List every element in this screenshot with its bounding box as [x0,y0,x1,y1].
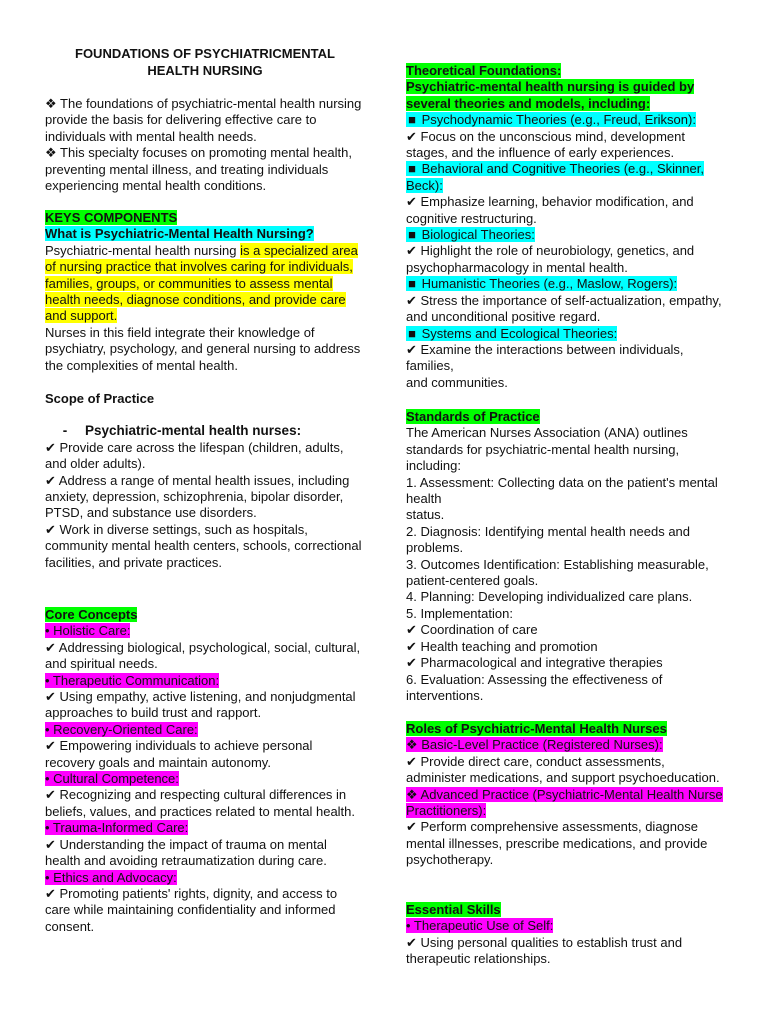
theory-label-text: Systems and Ecological Theories: [421,325,618,341]
theory-item-text: ✔ Emphasize learning, behavior modification, and cognitive restructuring. [406,194,694,226]
core-item-label: • Trauma-Informed Care: [45,820,189,836]
scope-subheading [45,423,365,439]
theory-tail: and communities. [406,374,508,390]
standard-4: 4. Planning: Developing individualized care plans. [406,589,693,605]
scope-section [45,391,365,571]
theory-heading: Theoretical Foundations: [406,63,562,78]
standards-heading: Standards of Practice [406,409,540,424]
scope-subheading-text: Psychiatric-mental health nurses: [85,423,302,439]
roles-heading: Roles of Psychiatric-Mental Health Nurses [406,721,667,736]
roles-advanced-text: ✔ Perform comprehensive assessments, diagnose mental illnesses, prescribe medications, and provide psychotherapy. [406,819,708,868]
square-bullet-icon: ■ [408,325,416,341]
core-heading: Core Concepts [45,607,138,622]
theory-item-text: ✔ Stress the importance of self-actualization, empathy, and unconditional positive regard. [406,292,722,325]
keys-paragraph-2 [45,325,365,374]
core-item-text: ✔ Understanding the impact of trauma on mental health and avoiding retraumatization during care. [45,836,327,869]
standards-section [406,409,724,704]
standard-1: 1. Assessment: Collecting data on the patient's mental health [406,474,718,507]
theory-item-label [406,227,724,243]
theory-item-label [406,161,724,194]
theory-item-label [406,326,724,342]
core-item-text: ✔ Using empathy, active listening, and nonjudgmental approaches to build trust and rapport. [45,689,356,721]
title-line-2: HEALTH NURSING [147,62,263,78]
intro-paragraph-1: ❖ The foundations of psychiatric-mental health nursing provide the basis for delivering effective care to individuals with mental health needs. [45,96,362,144]
core-item-text: ✔ Recognizing and respecting cultural differences in beliefs, values, and practices related to mental health. [45,787,356,819]
keys-p2-text: Nurses in this field integrate their knowledge of psychiatry, psychology, and general nursing to address the complexities of mental health. [45,324,361,373]
theory-item-label [406,276,724,292]
roles-section [406,721,724,869]
keys-paragraph-1 [45,243,365,325]
theory-item-text: ✔ Focus on the unconscious mind, development stages, and the influence of early experiences. [406,128,685,161]
title-line-1: FOUNDATIONS OF PSYCHIATRICMENTAL [75,46,335,61]
core-item-text: ✔ Empowering individuals to achieve personal recovery goals and maintain autonomy. [45,738,313,770]
keys-question: What is Psychiatric-Mental Health Nursing? [45,226,314,242]
standard-3: 3. Outcomes Identification: Establishing measurable, patient-centered goals. [406,556,709,589]
square-bullet-icon: ■ [408,112,416,128]
skills-text: ✔ Using personal qualities to establish trust and therapeutic relationships. [406,934,683,967]
standard-1-cont: status. [406,507,445,523]
keys-heading: KEYS COMPONENTS [45,210,178,225]
core-item-label: • Cultural Competence: [45,771,179,787]
scope-heading: Scope of Practice [45,391,155,406]
square-bullet-icon: ■ [408,227,416,243]
keys-p1-highlight: is a specialized area of nursing practice that involves caring for individuals, families, groups, or communities to assess mental health needs, diagnose conditions, and provide care and support. [45,242,358,324]
scope-item-1: ✔ Provide care across the lifespan (children, adults, and older adults). [45,439,344,472]
standard-5-item: ✔ Pharmacological and integrative therapies [406,655,663,671]
scope-item-3: ✔ Work in diverse settings, such as hospitals, community mental health centers, schools, correctional facilities, and private practices. [45,521,362,570]
theory-label-text: Humanistic Theories (e.g., Maslow, Rogers): [421,276,678,292]
intro-paragraph-2: ❖ This specialty focuses on promoting mental health, preventing mental illness, and treating individuals experiencing mental health conditions. [45,145,352,194]
standard-5-item: ✔ Health teaching and promotion [406,638,598,654]
standards-intro: The American Nurses Association (ANA) outlines standards for psychiatric-mental health nursing, including: [406,425,688,474]
theory-item-text: ✔ Highlight the role of neurobiology, genetics, and psychopharmacology in mental health. [406,243,695,275]
core-item-text: ✔ Addressing biological, psychological, social, cultural, and spiritual needs. [45,639,361,672]
core-item-label: • Ethics and Advocacy: [45,869,177,885]
square-bullet-icon: ■ [408,276,416,292]
keys-section [45,210,365,374]
theory-item-label [406,112,724,128]
standard-2: 2. Diagnosis: Identifying mental health needs and problems. [406,523,691,556]
core-item-label: • Therapeutic Communication: [45,672,220,688]
standard-5: 5. Implementation: [406,605,513,621]
core-item-text: ✔ Promoting patients' rights, dignity, and access to care while maintaining confidentiality and informed consent. [45,885,338,934]
square-bullet-icon: ■ [408,161,416,177]
theory-section [406,63,724,391]
core-item-label: • Recovery-Oriented Care: [45,721,198,737]
keys-p1-plain: Psychiatric-mental health nursing [45,242,237,258]
dash-icon: - [62,423,68,439]
core-section [45,607,365,935]
theory-label-text: Biological Theories: [421,227,535,243]
roles-basic-text: ✔ Provide direct care, conduct assessments, administer medications, and support psychoeducation. [406,753,720,786]
standard-5-item: ✔ Coordination of care [406,622,538,638]
skills-heading: Essential Skills [406,902,501,917]
scope-item-2: ✔ Address a range of mental health issues, including anxiety, depression, schizophrenia, bipolar disorder, PTSD, and substance use disorders. [45,472,350,521]
page-title [40,46,370,79]
theory-label-text: Behavioral and Cognitive Theories (e.g., Skinner, Beck): [406,161,704,193]
core-item-label: • Holistic Care: [45,623,131,639]
skills-section [406,902,724,968]
roles-basic-label: ❖ Basic-Level Practice (Registered Nurses): [406,737,663,753]
skills-label: • Therapeutic Use of Self: [406,918,554,934]
theory-item-text: ✔ Examine the interactions between individuals, families, [406,341,684,374]
theory-label-text: Psychodynamic Theories (e.g., Freud, Erikson): [421,112,696,128]
theory-subheading-text: Psychiatric-mental health nursing is guided by several theories and models, including: [406,79,695,111]
roles-advanced-label: ❖ Advanced Practice (Psychiatric-Mental Health Nurse Practitioners): [406,786,723,819]
standard-6: 6. Evaluation: Assessing the effectiveness of interventions. [406,671,663,703]
theory-subheading [406,79,724,112]
intro-section [45,96,365,194]
